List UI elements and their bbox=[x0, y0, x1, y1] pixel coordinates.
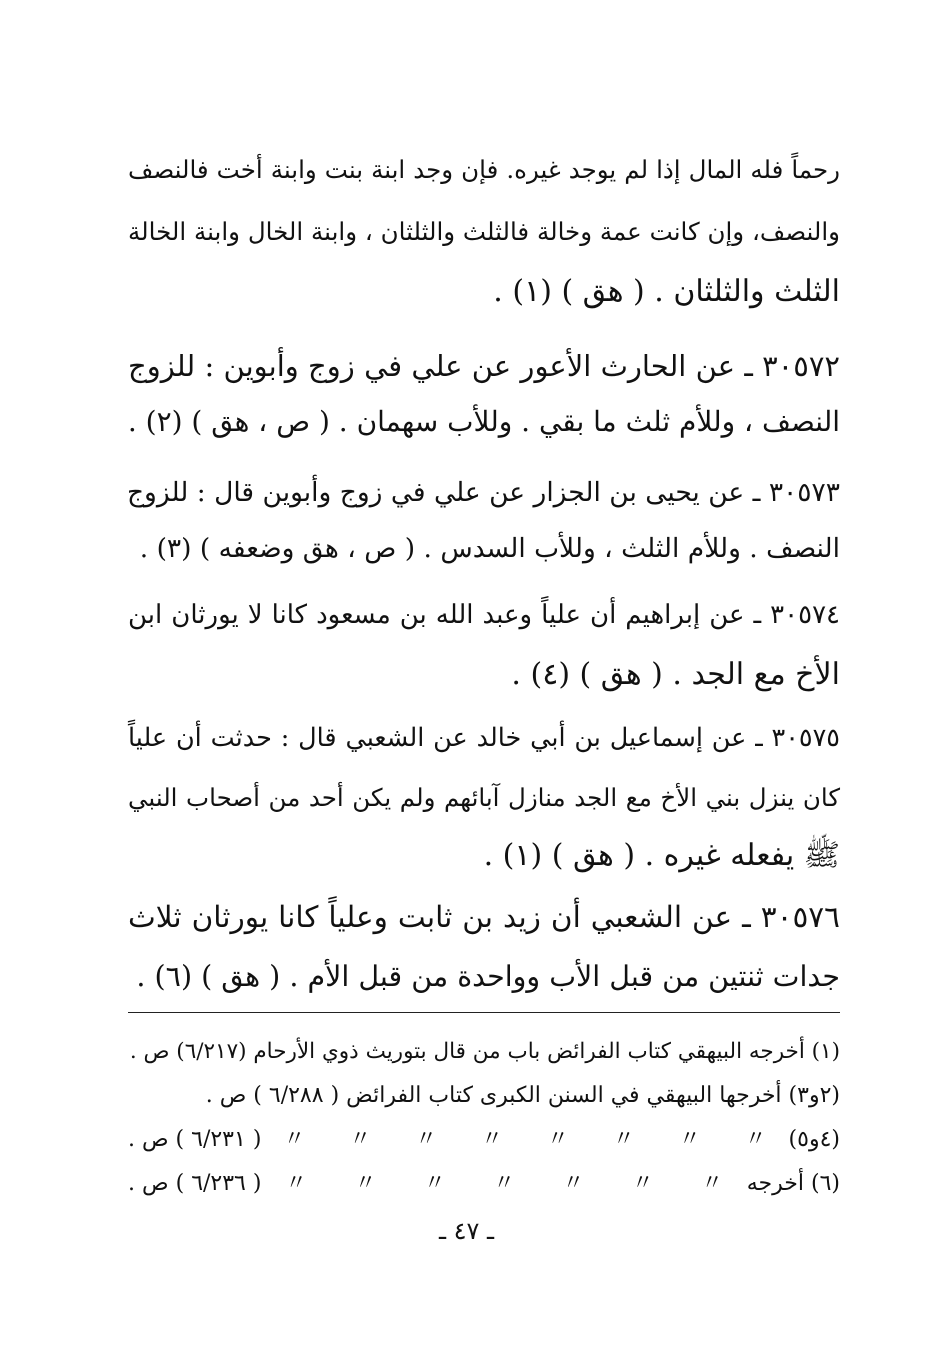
ditto-mark: 〃 bbox=[349, 1127, 372, 1152]
page-number: ـ ٤٧ ـ bbox=[438, 1217, 495, 1245]
ditto-mark: 〃 bbox=[481, 1127, 504, 1152]
hadith-30574 bbox=[128, 600, 840, 690]
footnote-2-3 bbox=[128, 1084, 840, 1108]
footnote-row bbox=[128, 1128, 840, 1152]
footnote-separator bbox=[128, 1012, 840, 1013]
ditto-mark: 〃 bbox=[493, 1171, 516, 1196]
footnote-text: (٢و٣) أخرجها البيهقي في السنن الكبرى كتاب الفرائض ( ٦/٢٨٨ ) ص . bbox=[205, 1083, 840, 1108]
ditto-mark: 〃 bbox=[701, 1171, 724, 1196]
text-line: ٣٠٥٧٥ ـ عن إسماعيل بن أبي خالد عن الشعبي قال : حدثت أن علياً bbox=[128, 723, 840, 753]
text-line: الأخ مع الجد . ( هق ) (٤) . bbox=[511, 657, 840, 692]
footnote-ref: ( ٦/٢٣٦ ) ص . bbox=[128, 1171, 262, 1196]
hadith-30572 bbox=[128, 351, 840, 437]
ditto-mark: 〃 bbox=[546, 1127, 569, 1152]
text-line: جدات ثنتين من قبل الأب وواحدة من قبل الأم . ( هق ) (٦) . bbox=[136, 960, 840, 993]
ditto-mark: 〃 bbox=[285, 1171, 308, 1196]
footnote-4-5 bbox=[128, 1128, 840, 1152]
footnote-6 bbox=[128, 1172, 840, 1196]
text-line: الثلث والثلثان . ( هق ) (١) . bbox=[493, 274, 840, 309]
hadith-30573 bbox=[128, 478, 840, 564]
text-line: والنصف، وإن كانت عمة وخالة فالثلث والثلثان ، وابنة الخال وابنة الخالة bbox=[128, 217, 840, 246]
ditto-mark: 〃 bbox=[744, 1127, 767, 1152]
text-line: ٣٠٥٧٢ ـ عن الحارث الأعور عن علي في زوج وأبوين : للزوج bbox=[128, 349, 840, 383]
text-line: ٣٠٥٧٣ ـ عن يحيى بن الجزار عن علي في زوج وأبوين قال : للزوج bbox=[126, 477, 840, 508]
ditto-mark: 〃 bbox=[415, 1127, 438, 1152]
paragraph-continuation bbox=[128, 155, 840, 307]
footnote-text: (١) أخرجه البيهقي كتاب الفرائض باب من قال بتوريث ذوي الأرحام (٦/٢١٧) ص . bbox=[129, 1039, 840, 1064]
ditto-mark: 〃 bbox=[423, 1171, 446, 1196]
footnote-lead: (٤و٥) bbox=[788, 1127, 840, 1152]
text-line: ٣٠٥٧٦ ـ عن الشعبي أن زيد بن ثابت وعلياً كانا يورثان ثلاث bbox=[128, 900, 840, 934]
ditto-mark: 〃 bbox=[283, 1127, 306, 1152]
text-line: كان ينزل بني الأخ مع الجد منازل آبائهم ولم يكن أحد من أصحاب النبي bbox=[128, 783, 840, 812]
ditto-mark: 〃 bbox=[612, 1127, 635, 1152]
hadith-30576 bbox=[128, 902, 840, 992]
text-line: النصف ، وللأم ثلث ما بقي . وللأب سهمان . ( ص ، هق ) (٢) . bbox=[127, 405, 840, 438]
hadith-30575 bbox=[128, 723, 840, 871]
text-line: رحماً فله المال إذا لم يوجد غيره. فإن وجد ابنة بنت وابنة أخت فالنصف bbox=[128, 155, 840, 184]
text-line: ﷺ يفعله غيره . ( هق ) (١) . bbox=[483, 838, 840, 873]
footnote-ref: ( ٦/٢٣١ ) ص . bbox=[127, 1127, 262, 1152]
text-line: النصف . وللأم الثلث ، وللأب السدس . ( ص ، هق وضعفه ) (٣) . bbox=[139, 533, 840, 564]
ditto-mark: 〃 bbox=[678, 1127, 701, 1152]
ditto-mark: 〃 bbox=[631, 1171, 654, 1196]
ditto-mark: 〃 bbox=[562, 1171, 585, 1196]
footnote-lead: (٦) أخرجه bbox=[746, 1171, 840, 1196]
text-line: ٣٠٥٧٤ ـ عن إبراهيم أن علياً وعبد الله بن مسعود كانا لا يورثان ابن bbox=[128, 600, 840, 630]
footnote-1 bbox=[128, 1040, 840, 1064]
ditto-mark: 〃 bbox=[354, 1171, 377, 1196]
footnote-row bbox=[128, 1172, 840, 1196]
